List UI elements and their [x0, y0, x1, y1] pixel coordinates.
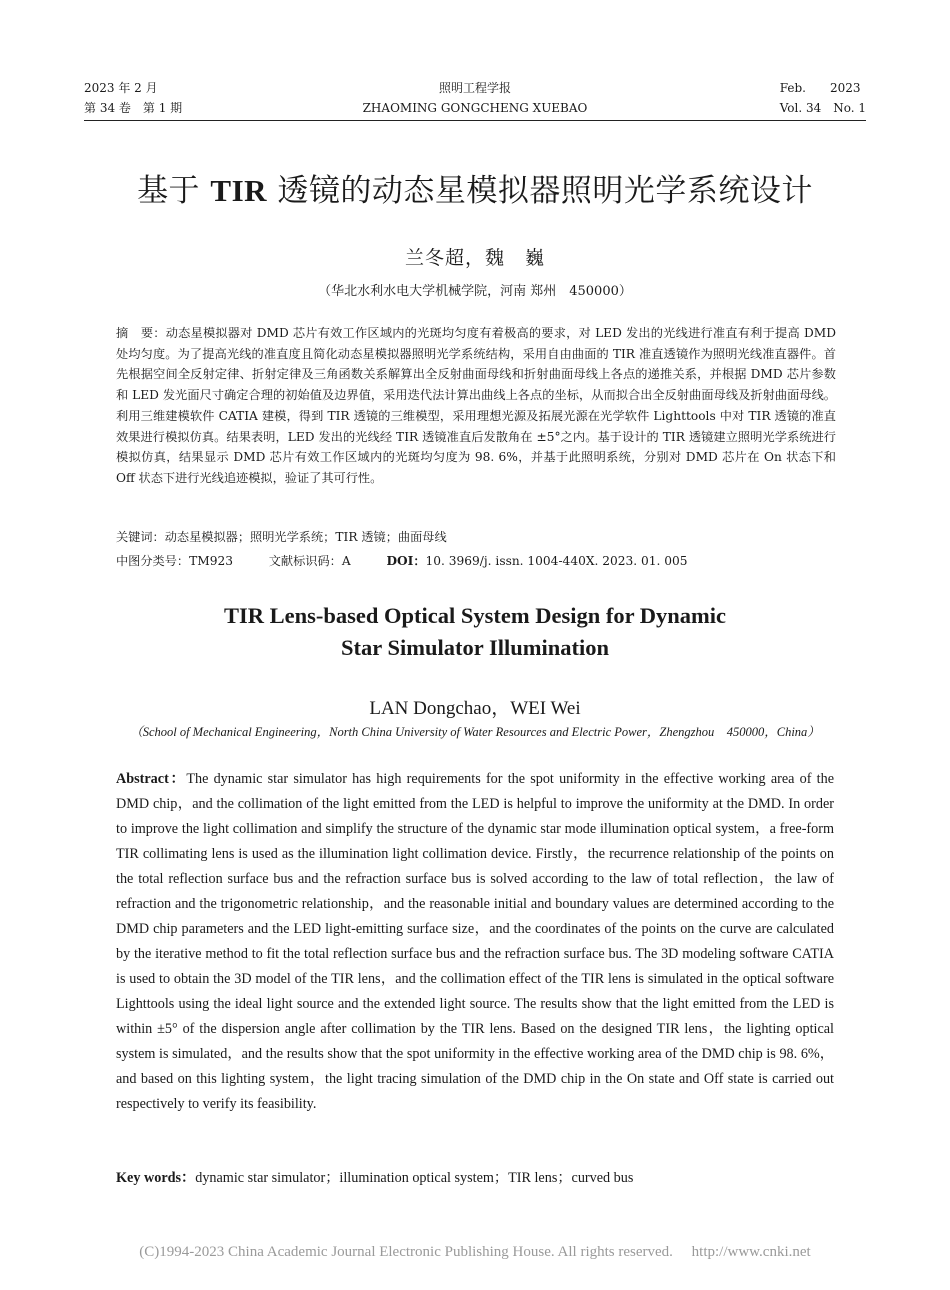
- chinese-keywords-text: 动态星模拟器；照明光学系统；TIR 透镜；曲面母线: [164, 530, 447, 544]
- copyright-footer: (C)1994-2023 China Academic Journal Electronic Publishing House. All rights reserved. http://www.cnki.net: [139, 1244, 811, 1260]
- chinese-abstract-label: 摘 要：: [116, 326, 166, 340]
- header-right: [780, 78, 866, 118]
- english-keywords: [116, 1167, 633, 1187]
- doccode-value: A: [341, 554, 351, 568]
- chinese-keywords: [116, 528, 447, 545]
- header-volume-issue: 第 34 卷 第 1 期: [84, 101, 183, 115]
- chinese-authors: 兰冬超，魏 巍: [404, 247, 545, 269]
- english-title: [0, 600, 950, 664]
- doccode-label: 文献标识码：: [268, 554, 342, 568]
- header-date-en: Feb. 2023: [779, 81, 861, 95]
- english-title-line1: TIR Lens-based Optical System Design for Dynamic: [223, 603, 727, 628]
- english-authors: LAN Dongchao，WEI Wei: [369, 698, 581, 719]
- chinese-title-bold: TIR: [210, 173, 268, 208]
- chinese-title-pre: 基于: [137, 173, 211, 209]
- chinese-affiliation: （华北水利水电大学机械学院，河南 郑州 450000）: [318, 284, 632, 299]
- english-abstract-text: The dynamic star simulator has high requirements for the spot uniformity in the effective working area of the DMD chip，and the collimation of the light emitted from the LED is helpful to improve the uniformity at the DMD. In order to improve the light collimation and simplify the structure of the dynamic star mode illumination optical system，a free-form TIR collimating lens is used as the illumination light collimation device. Firstly，the recurrence relationship of the points on the total reflection surface bus and the refraction surface bus is solved according to the law of total reflection，the law of refraction and the trigonometric relationship，and the reasonable initial and boundary values are determined according to the DMD chip parameters and the LED light-emitting surface size，and the coordinates of the points on the curve are calculated by the iterative method to fit the total reflection surface bus and the refraction surface bus. The 3D modeling software CATIA is used to obtain the 3D model of the TIR lens，and the collimation effect of the TIR lens is simulated in the optical software Lighttools using the ideal light source and the extended light source. The results show that the light emitted from the LED is within ±5° of the dispersion angle after collimation by the TIR lens. Based on the designed TIR lens，the lighting optical system is simulated，and the results show that the spot uniformity in the effective working area of the DMD chip is 98. 6%，and based on this lighting system，the light tracing simulation of the DMD chip in the On state and Off state is carried out respectively to verify its feasibility.: [116, 771, 834, 1112]
- chinese-abstract: [116, 323, 836, 489]
- doi-label: DOI：: [386, 554, 426, 568]
- english-title-line2: Star Simulator Illumination: [341, 635, 609, 660]
- classification-line: [116, 552, 688, 569]
- header-date: 2023 年 2 月: [84, 81, 158, 95]
- chinese-abstract-text: 动态星模拟器对 DMD 芯片有效工作区域内的光斑均匀度有着极高的要求，对 LED 发出的光线进行准直有利于提高 DMD 处均匀度。为了提高光线的准直度且简化动态星模拟器照明光学系统结构，采用自由曲面的 TIR 准直透镜作为照明光线准直器件。首先根据空间全反射定律、折射定律及三角函数关系解算出全反射曲面母线和折射曲面母线上各点的递推关系，并根据 DMD 芯片参数和 LED 发光面尺寸确定合理的初始值及边界值，采用迭代法计算出曲线上各点的坐标，从而拟合出全反射曲面母线及折射曲面母线。利用三维建模软件 CATIA 建模，得到 TIR 透镜的三维模型，采用理想光源及拓展光源在光学软件 Lighttools 中对 TIR 透镜的准直效果进行模拟仿真。结果表明，LED 发出的光线经 TIR 透镜准直后发散角在 ±5°之内。基于设计的 TIR 透镜建立照明光学系统进行模拟仿真，结果显示 DMD 芯片有效工作区域内的光斑均匀度为 98. 6%，并基于此照明系统，分别对 DMD 芯片在 On 状态下和 Off 状态下进行光线追迹模拟，验证了其可行性。: [116, 326, 836, 485]
- chinese-keywords-label: 关键词：: [116, 530, 165, 544]
- clc-label: 中图分类号：: [116, 554, 190, 568]
- english-abstract: [116, 767, 834, 1117]
- english-affiliation: （School of Mechanical Engineering，North China University of Water Resources and Electric Power，Zhengzhou 450000，China）: [130, 725, 820, 739]
- journal-name-cn: 照明工程学报: [438, 81, 511, 95]
- clc-value: TM923: [189, 554, 233, 568]
- doi-value: 10. 3969/j. issn. 1004-440X. 2023. 01. 005: [425, 554, 688, 568]
- header-center: [84, 78, 866, 118]
- english-abstract-label: Abstract：: [116, 771, 187, 787]
- journal-name-pinyin: ZHAOMING GONGCHENG XUEBAO: [362, 101, 588, 115]
- english-keywords-label: Key words：: [116, 1170, 196, 1186]
- running-header: [84, 78, 866, 121]
- header-volume-en: Vol. 34 No. 1: [779, 101, 866, 115]
- chinese-title: [0, 165, 950, 210]
- chinese-title-post: 透镜的动态星模拟器照明光学系统设计: [267, 173, 813, 209]
- english-keywords-text: dynamic star simulator；illumination optical system；TIR lens；curved bus: [195, 1170, 634, 1186]
